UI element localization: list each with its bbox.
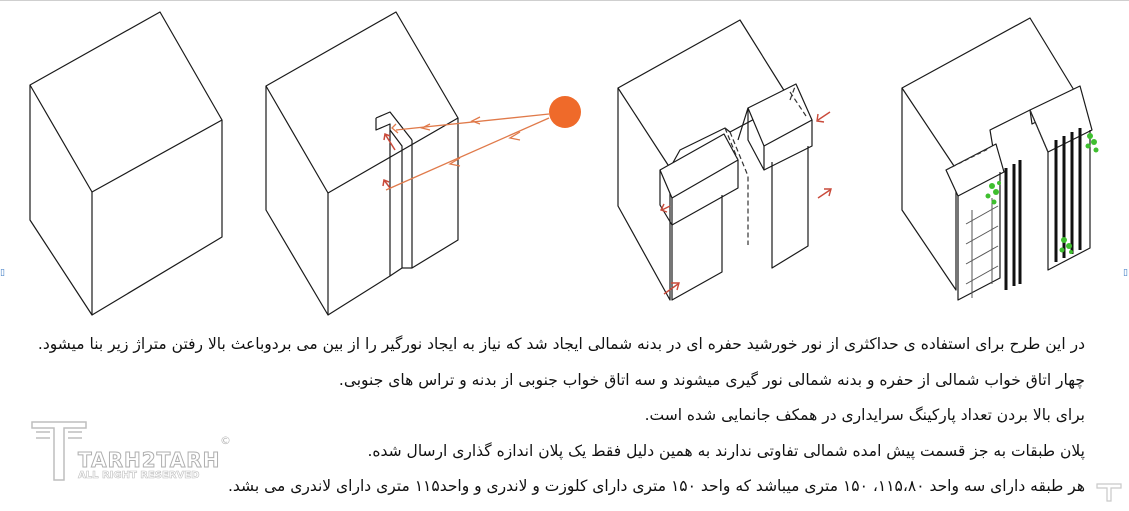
description-line-1: در این طرح برای استفاده ی حداکثری از نور خورشید حفره ای در بدنه شمالی ایجاد شد که نیاز به ایجاد نورگیر را از بین می بردوباعث بالا رفتن متراژ زیر بنا میشود. — [37, 335, 1085, 353]
watermark-title: TARH2TARH — [78, 448, 221, 472]
plant-icon — [986, 181, 1002, 205]
sun-icon — [549, 96, 581, 128]
right-edge-marker: ▯ — [1123, 268, 1128, 278]
block-1-plain-mass — [30, 12, 222, 315]
block-3-split-mass — [618, 20, 812, 300]
left-edge-marker: ▯ — [0, 268, 5, 278]
plant-icon-2 — [1086, 133, 1099, 153]
description-line-5: هر طبقه دارای سه واحد ۱۱۵،۸۰، ۱۵۰ متری میباشد که واحد ۱۵۰ متری دارای کلوزت و لاندری و واحد۱۱۵ متری دارای لاندری می بشد. — [227, 477, 1085, 495]
description-line-4: پلان طبقات به جز قسمت پیش امده شمالی تفاوتی ندارند به همین دلیل فقط یک پلان اندازه گذاری ارسال شده. — [367, 441, 1085, 460]
block-4-louvers — [1006, 128, 1080, 290]
description-line-2: چهار اتاق خواب شمالی از حفره و بدنه شمالی نور گیری میشوند و سه اتاق خواب جنوبی از بدنه و تراس های جنوبی. — [338, 370, 1085, 389]
block-4-balcony-slabs — [966, 198, 998, 298]
watermark-subtitle: ALL RIGHT RESERVED — [78, 470, 200, 481]
corner-watermark-icon — [1095, 481, 1123, 503]
watermark-logo — [30, 418, 230, 484]
description-line-3: برای بالا بردن تعداد پارکینگ سرایداری در همکف جانمایی شده است. — [644, 406, 1085, 424]
block-2-north-void — [266, 12, 458, 315]
watermark-copyright: © — [220, 434, 231, 447]
